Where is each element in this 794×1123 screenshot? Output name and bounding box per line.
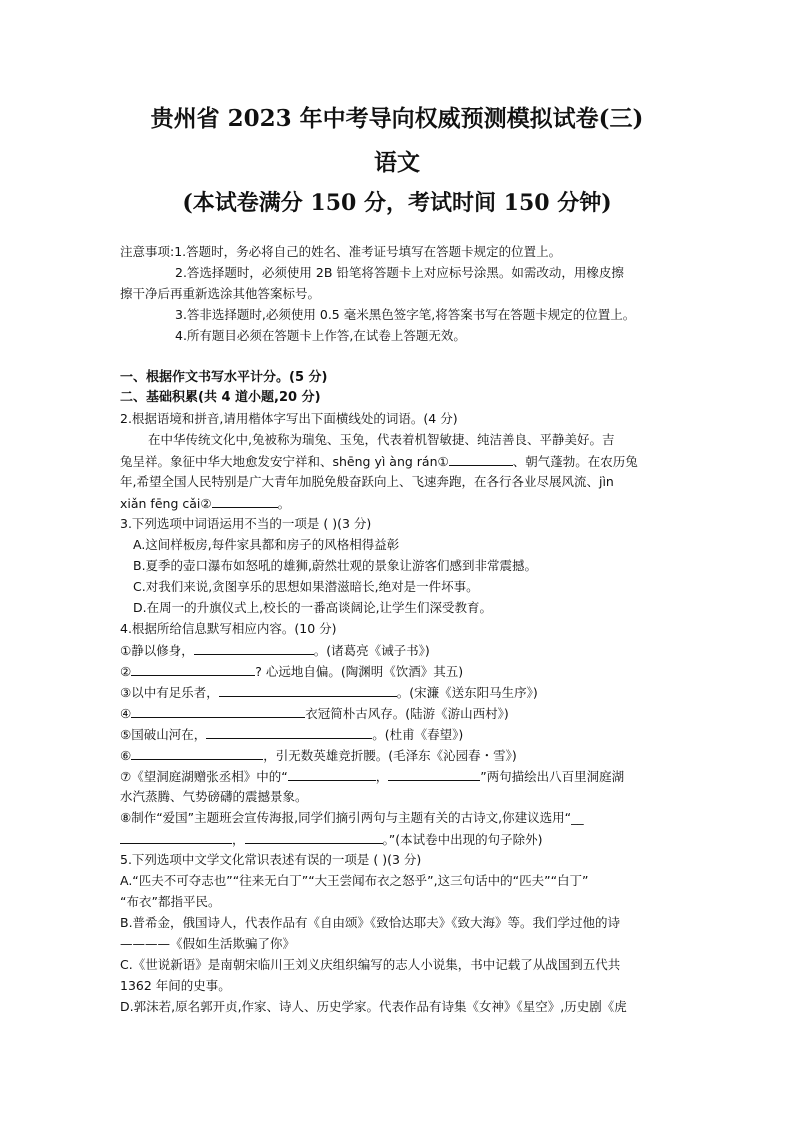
answer-blank[interactable] [131,747,263,760]
notice-2-cont: 擦干净后再重新选涂其他答案标号。 [120,286,321,301]
q4-text: ，引无数英雄竞折腰。(毛泽东《沁园春・雪》) [263,748,517,763]
q4-item-6 [120,747,517,764]
q4-item-7 [120,768,624,785]
q5-option-b-cont: ————《假如生活欺骗了你》 [120,936,296,951]
q4-item-5 [120,726,463,743]
q3-option-b: B.夏季的壶口瀑布如怒吼的雄狮,蔚然壮观的景象让游客们感到非常震撼。 [133,558,538,573]
q4-text: ⑥ [120,748,132,763]
q4-text: ⑤国破山河在， [120,727,207,742]
answer-blank[interactable] [131,663,255,676]
notice-1: 注意事项:1.答题时，务必将自己的姓名、准考证号填写在答题卡规定的位置上。 [120,244,562,259]
answer-blank[interactable] [212,495,278,508]
q4-item-7-cont: 水汽蒸腾、气势磅礴的震撼景象。 [120,789,308,804]
q4-item-8: ⑧制作“爱国”主题班会宣传海报,同学们摘引两句与主题有关的古诗文,你建议选用“__ [120,810,584,825]
q4-text: ”两句描绘出八百里洞庭湖 [480,769,625,784]
q4-text: 衣冠简朴古风存。(陆游《游山西村》) [305,706,509,721]
q4-text: ④ [120,706,132,721]
answer-blank[interactable] [219,684,397,697]
answer-blank[interactable] [245,831,383,844]
q4-text: ， [232,832,245,847]
q4-text: 。(杜甫《春望》) [372,727,464,742]
q4-text: ③以中有足乐者， [120,685,219,700]
exam-info: (本试卷满分 150 分，考试时间 150 分钟) [182,190,612,216]
notice-3: 3.答非选择题时,必须使用 0.5 毫米黑色签字笔,将答案书写在答题卡规定的位置上。 [175,307,636,322]
q4-item-4 [120,705,509,722]
q4-text: ①静以修身， [120,643,194,658]
q3-stem: 3.下列选项中词语运用不当的一项是 ( )(3 分) [120,516,372,531]
q3-option-c: C.对我们来说,贪图享乐的思想如果潜滋暗长,绝对是一件坏事。 [133,579,479,594]
q5-option-c: C.《世说新语》是南朝宋临川王刘义庆组织编写的志人小说集，书中记载了从战国到五代共 [120,957,621,972]
q4-item-1 [120,642,430,659]
subject-title: 语文 [374,149,420,176]
q3-option-a: A.这间样板房,每件家具都和房子的风格相得益彰 [133,537,400,552]
section-1-heading: 一、根据作文书写水平计分。(5 分) [120,370,328,385]
q2-text: xiǎn fēng cǎi② [120,496,212,511]
q4-text: ⑦《望洞庭湖赠张丞相》中的“ [120,769,288,784]
exam-title: 贵州省 2023 年中考导向权威预测模拟试卷(三) [150,105,644,132]
q5-option-a: A.“匹夫不可夺志也”“往来无白丁”“大王尝闻布衣之怒乎”,这三句话中的“匹夫”“白丁” [120,873,589,888]
q5-option-a-cont: “布衣”都指平民。 [120,894,221,909]
answer-blank[interactable] [131,705,305,718]
q2-line-4 [120,495,290,512]
answer-blank[interactable] [449,453,513,466]
q4-text: 。(宋濂《送东阳马生序》) [396,685,538,700]
answer-blank[interactable] [288,768,376,781]
q3-option-d: D.在周一的升旗仪式上,校长的一番高谈阔论,让学生们深受教育。 [133,600,493,615]
q5-option-c-cont: 1362 年间的史事。 [120,978,231,993]
q2-line-1: 在中华传统文化中,兔被称为瑞兔、玉兔，代表着机智敏捷、纯洁善良、平静美好。吉 [148,432,615,447]
q5-option-d: D.郭沫若,原名郭开贞,作家、诗人、历史学家。代表作品有诗集《女神》《星空》,历史剧《虎 [120,999,627,1014]
q5-stem: 5.下列选项中文学文化常识表述有误的一项是 ( )(3 分) [120,852,422,867]
q2-text: 、朝气蓬勃。在农历兔 [512,454,638,469]
answer-blank[interactable] [388,768,480,781]
q4-text: 。”(本试卷中出现的句子除外) [382,832,543,847]
notice-4: 4.所有题目必须在答题卡上作答,在试卷上答题无效。 [175,328,466,343]
q4-item-8-cont [120,831,543,848]
q4-stem: 4.根据所给信息默写相应内容。(10 分) [120,621,337,636]
q4-item-2 [120,663,463,680]
q2-text: 兔呈祥。象征中华大地愈发安宁祥和、shēng yì àng rán① [120,454,449,469]
section-2-heading: 二、基础积累(共 4 道小题,20 分) [120,390,321,405]
answer-blank[interactable] [120,831,232,844]
q2-text: 。 [277,496,291,511]
q4-text: ② [120,664,132,679]
q2-stem: 2.根据语境和拼音,请用楷体字写出下面横线处的词语。(4 分) [120,411,458,426]
notice-2: 2.答选择题时，必须使用 2B 铅笔将答题卡上对应标号涂黑。如需改动，用橡皮擦 [175,265,624,280]
answer-blank[interactable] [206,726,372,739]
q5-option-b: B.普希金，俄国诗人，代表作品有《自由颂》《致恰达耶夫》《致大海》等。我们学过他的诗 [120,915,621,930]
q2-line-3: 年,希望全国人民特别是广大青年加脱免般奋跃向上、飞速奔跑，在各行各业尽展风流、jìn [120,474,614,489]
q4-text: ， [375,769,389,784]
q4-text: 。(诸葛亮《诫子书》) [313,643,430,658]
answer-blank[interactable] [194,642,314,655]
q4-item-3 [120,684,538,701]
q4-text: ? 心远地自偏。(陶渊明《饮酒》其五) [255,664,464,679]
q2-line-2 [120,453,638,470]
